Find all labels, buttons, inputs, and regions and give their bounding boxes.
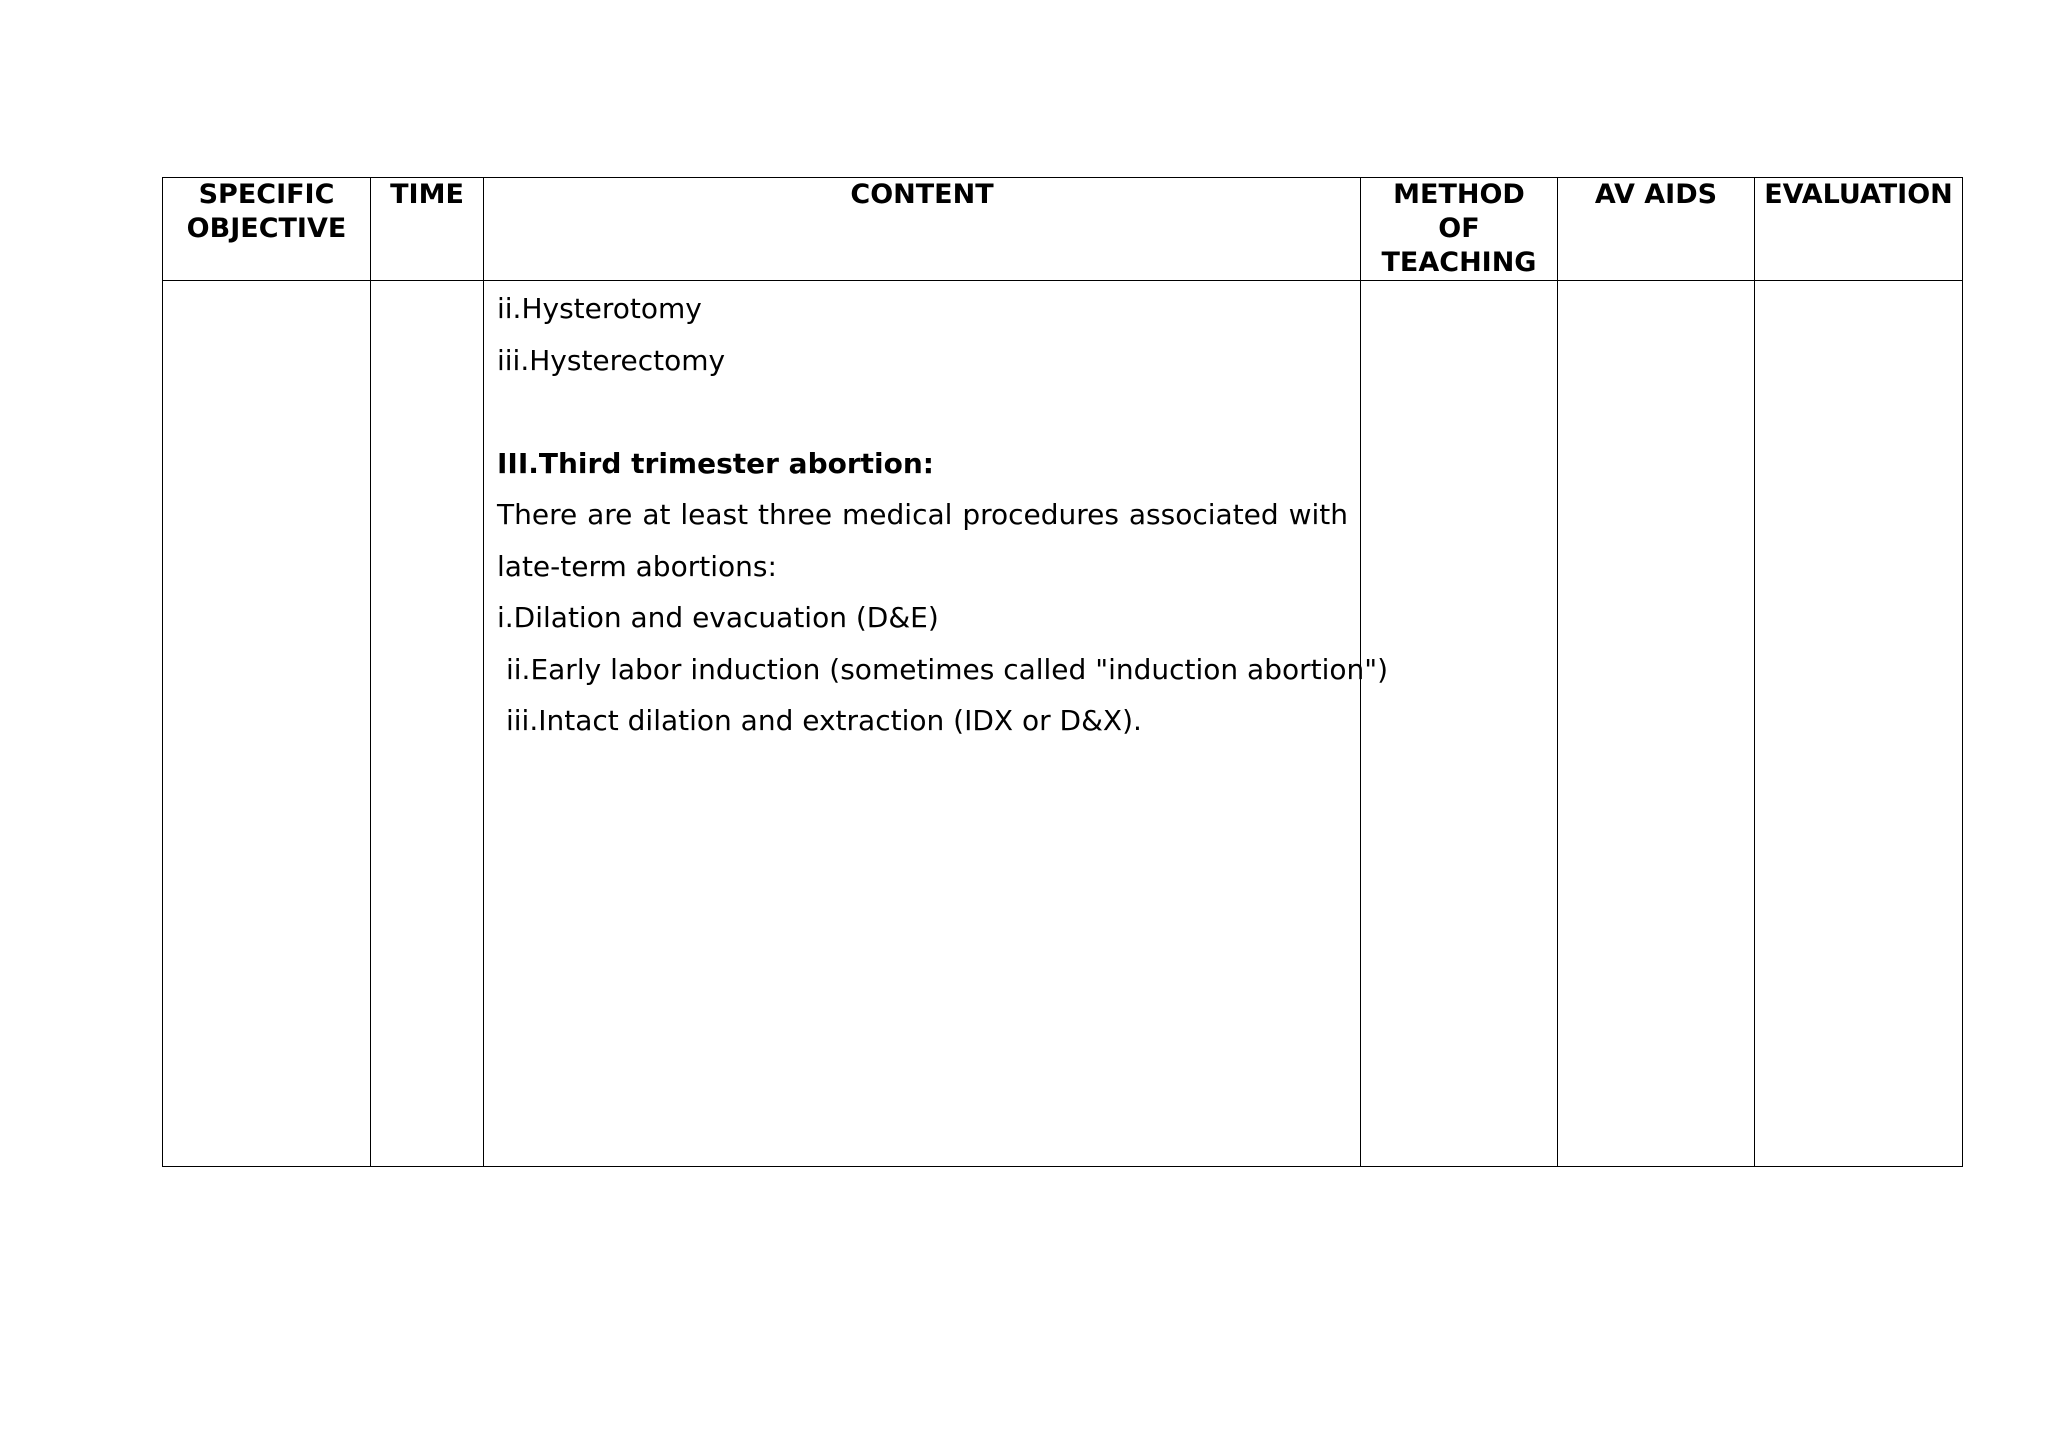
header-content: CONTENT (484, 178, 1361, 281)
content-heading-third-trimester: III.Third trimester abortion: (497, 446, 935, 480)
cell-content (484, 281, 1389, 1167)
cell-time (371, 281, 484, 1167)
header-time: TIME (371, 178, 484, 281)
cell-method-of-teaching (1361, 281, 1558, 1167)
cell-av-aids (1558, 281, 1755, 1167)
header-row (163, 178, 1963, 281)
content-list-item-1: i.Dilation and evacuation (D&E) (497, 601, 939, 634)
cell-specific-objective (163, 281, 371, 1167)
header-av-aids: AV AIDS (1558, 178, 1755, 281)
table-row (163, 281, 1963, 1167)
header-specific-objective: SPECIFIC OBJECTIVE (163, 178, 371, 281)
header-evaluation: EVALUATION (1755, 178, 1963, 281)
cell-evaluation (1755, 281, 1963, 1167)
content-list-item-3: iii.Intact dilation and extraction (IDX or D&X). (506, 704, 1142, 737)
content-list-item-2: ii.Early labor induction (sometimes called "induction abortion") (506, 652, 1389, 686)
content-line-hysterectomy: iii.Hysterectomy (497, 343, 726, 377)
content-line-hysterotomy: ii.Hysterotomy (497, 292, 702, 325)
content-paragraph-line-1: There are at least three medical procedures associated with (497, 498, 1348, 531)
header-method-of-teaching: METHOD OF TEACHING (1361, 178, 1558, 281)
content-blank-line (497, 386, 1348, 438)
lesson-plan-table (162, 177, 1963, 1167)
content-paragraph-line-2: late-term abortions: (497, 549, 777, 583)
